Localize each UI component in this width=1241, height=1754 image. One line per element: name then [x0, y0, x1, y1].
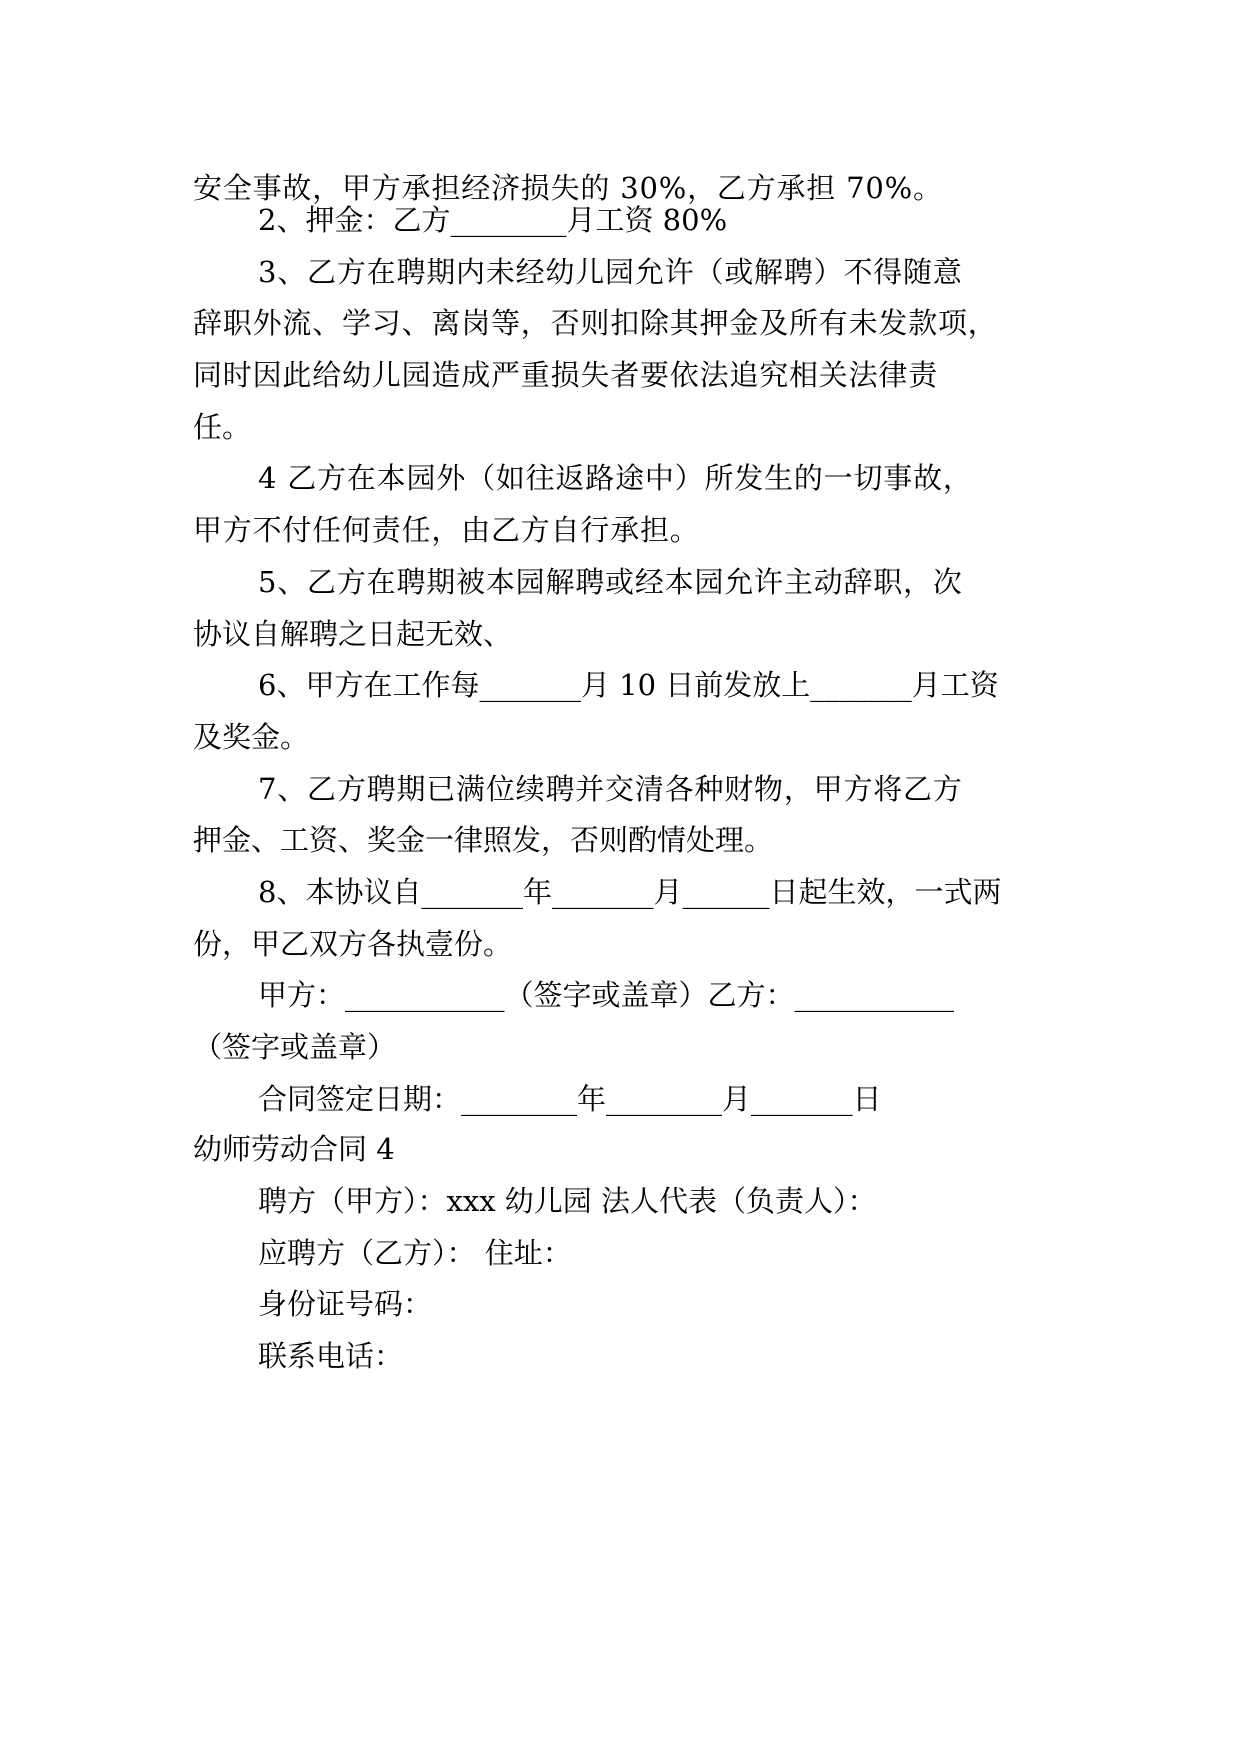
paragraph-line: 6、甲方在工作每_______月 10 日前发放上_______月工资 [258, 668, 999, 702]
paragraph-line: 份，甲乙双方各执壹份。 [193, 927, 513, 961]
paragraph-line: 协议自解聘之日起无效、 [193, 617, 513, 651]
party-line: 聘方（甲方）：xxx 幼儿园 法人代表（负责人）： [258, 1184, 877, 1218]
section-title: 幼师劳动合同 4 [193, 1132, 395, 1166]
party-line: 身份证号码： [258, 1287, 433, 1321]
paragraph-line: 押金、工资、奖金一律照发，否则酌情处理。 [193, 823, 774, 857]
paragraph-line: 2、押金：乙方________月工资 80% [258, 203, 728, 237]
party-line: 应聘方（乙方）： 住址： [258, 1236, 572, 1270]
date-line: 合同签定日期：________年________月_______日 [258, 1082, 882, 1116]
paragraph-line: 辞职外流、学习、离岗等，否则扣除其押金及所有未发款项， [193, 306, 998, 340]
signature-line: （签字或盖章） [193, 1030, 397, 1064]
signature-line: 甲方：___________（签字或盖章）乙方：___________ [258, 978, 955, 1012]
party-line: 联系电话： [258, 1339, 404, 1373]
paragraph-line: 甲方不付任何责任，由乙方自行承担。 [193, 513, 700, 547]
paragraph-line: 7、乙方聘期已满位续聘并交清各种财物，甲方将乙方 [258, 772, 963, 806]
paragraph-line: 5、乙方在聘期被本园解聘或经本园允许主动辞职，次 [258, 565, 963, 599]
paragraph-line: 及奖金。 [193, 720, 310, 754]
paragraph-line: 8、本协议自_______年_______月______日起生效，一式两 [258, 875, 1002, 909]
paragraph-line: 同时因此给幼儿园造成严重损失者要依法追究相关法律责 [193, 358, 939, 392]
paragraph-line: 任。 [193, 410, 252, 444]
paragraph-line: 4 乙方在本园外（如往返路途中）所发生的一切事故， [258, 461, 973, 495]
paragraph-line: 3、乙方在聘期内未经幼儿园允许（或解聘）不得随意 [258, 255, 963, 289]
paragraph-line: 安全事故，甲方承担经济损失的 30%，乙方承担 70%。 [193, 171, 943, 205]
